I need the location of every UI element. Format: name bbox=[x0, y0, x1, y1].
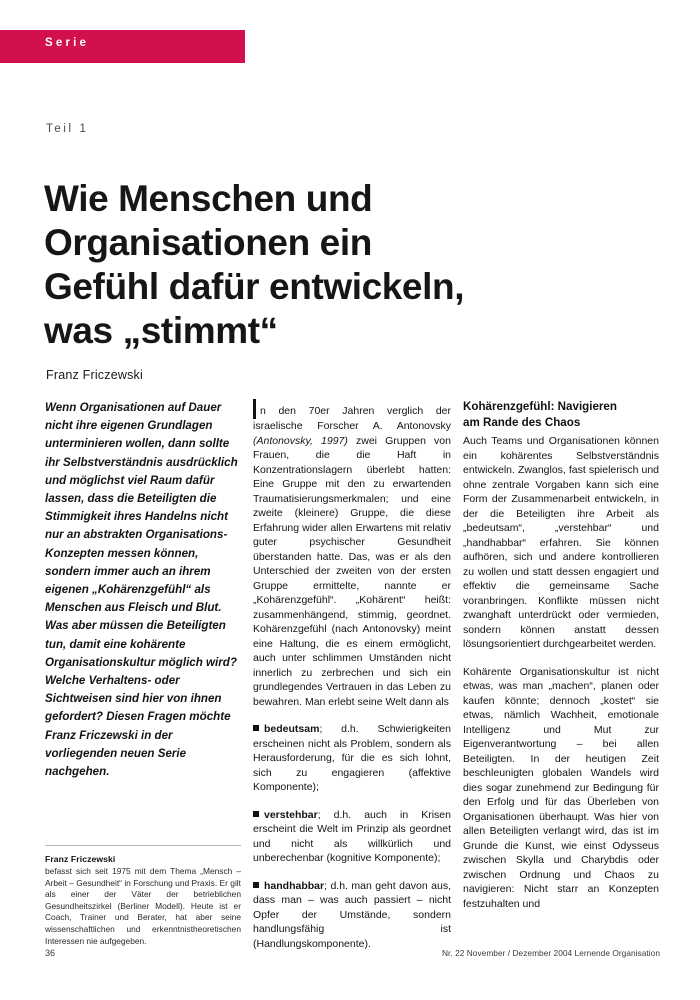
bullet-item bbox=[253, 879, 451, 952]
headline-line-3: Gefühl dafür entwickeln, bbox=[44, 265, 465, 307]
lede-paragraph-2: Was aber müssen die Beteiligten tun, damit eine kohärente Organisationskultur möglich wird? Welche Verhaltens- oder Sichtweisen sind hier von ihnen gefordert? Diesen Fragen möchte Franz Friczewski in der vorliegenden neuen Serie nachgehen. bbox=[45, 619, 237, 779]
section-heading-line-1: Kohärenzgefühl: Navigieren bbox=[463, 400, 617, 413]
drop-bar-icon bbox=[253, 399, 256, 419]
bio-author-description: befasst sich seit 1975 mit dem Thema „Mensch – Arbeit – Gesundheit“ in Forschung und Praxis. Er gilt als einer der Väter der betrieblichen Gesundheitszirkel (Berliner Modell). Heute ist er Coach, Trainer und Berater, hat aber seine wissenschaftlichen und erkenntnistheoretischen Interessen nie aufgegeben. bbox=[45, 866, 241, 946]
square-bullet-icon bbox=[253, 882, 259, 888]
bullet-item bbox=[253, 808, 451, 866]
lede-text bbox=[45, 399, 241, 781]
series-banner bbox=[0, 30, 245, 63]
square-bullet-icon bbox=[253, 725, 259, 731]
footer-page-number: 36 bbox=[45, 948, 56, 958]
headline-line-4: was „stimmt“ bbox=[44, 309, 278, 351]
column-body-main bbox=[253, 399, 451, 951]
bio-author-name: Franz Friczewski bbox=[45, 854, 116, 864]
bullet-term: verstehbar bbox=[264, 808, 318, 821]
section-heading bbox=[463, 399, 659, 430]
square-bullet-icon bbox=[253, 811, 259, 817]
page-title bbox=[44, 177, 514, 353]
part-kicker: Teil 1 bbox=[46, 123, 89, 135]
column-lede bbox=[45, 399, 241, 781]
headline-line-1: Wie Menschen und bbox=[44, 177, 373, 219]
headline-line-2: Organisationen ein bbox=[44, 221, 372, 263]
body-text-column-3 bbox=[463, 434, 659, 911]
bullet-text: ; d.h. Schwierigkeiten erscheinen nicht als Problem, sondern als Herausforderung, für die es sich lohnt, sich zu engagieren (affektive Komponente); bbox=[253, 723, 451, 793]
body-paragraph-rest: zwei Gruppen von Frauen, die die Haft in Konzentrationslagern überlebt hatten: Eine Gruppe mit den zu erwartenden Traumatisierungsmerkmalen; und eine zweite (kleinere) Gruppe, die diese Erfahrung wider allen Erwartens mit relativ guter psychischer Gesundheit überstanden hatte. Das, was er als den Unterschied der zweiten von der ersten Gruppe ermittelte, nannte er „Kohärenzgefühl“. „Kohärent“ heißt: zusammenhängend, stimmig, geordnet. Kohärenzgefühl (nach Antonovsky) meint eine Haltung, die es einem ermöglicht, auch unter schlimmen Umständen nicht innerlich zu zerbrechen und sich ein grundlegendes Vertrauen in das Leben zu bewahren. Man erlebt seine Welt dann als bbox=[253, 434, 451, 708]
body-text-column-2 bbox=[253, 399, 451, 951]
author-byline: Franz Friczewski bbox=[46, 368, 143, 382]
series-banner-label: Serie bbox=[45, 37, 90, 49]
body-paragraph-lead: n den 70er Jahren verglich der israelische Forscher A. Antonovsky bbox=[253, 405, 451, 432]
bullet-text: ; d.h. auch in Krisen erscheint die Welt im Prinzip als geordnet und nicht als willkürlich und unberechenbar (kognitive Komponente); bbox=[253, 808, 451, 864]
author-bio-box bbox=[45, 845, 241, 947]
footer-issue-info: Nr. 22 November / Dezember 2004 Lernende Organisation bbox=[441, 948, 660, 958]
column-body-secondary bbox=[463, 399, 659, 911]
bullet-term: handhabbar bbox=[264, 879, 325, 892]
bullet-text: ; d.h. man geht davon aus, dass man – was auch passiert – nicht Opfer der Umstände, sondern handlungsfähig ist (Handlungskomponente). bbox=[253, 879, 451, 950]
column3-paragraph-1: Auch Teams und Organisationen können ein kohärentes Selbstverständnis entwickeln. Zwanglos, fast spielerisch und ohne zentrale Vorgaben kann sich eine Form der Zusammenarbeit entwickeln, in der die Beteiligten ihre Arbeit als „bedeutsam“, „verstehbar“ und „handhabbar“ erfahren. Sie können aufhören, sich und andere kontrollieren zu wollen und statt dessen engagiert und effektiv die gemeinsame Sache voranbringen. Konflikte müssen nicht zwanghaft unterdrückt oder vermieden, sondern können anstatt dessen lösungsorientiert durchgearbeitet werden. bbox=[463, 435, 659, 650]
bio-divider bbox=[45, 845, 241, 846]
body-paragraph-intro bbox=[253, 399, 451, 709]
body-citation: (Antonovsky, 1997) bbox=[253, 434, 348, 447]
bullet-item bbox=[253, 722, 451, 795]
section-heading-line-2: am Rande des Chaos bbox=[463, 415, 581, 429]
column3-paragraph-2: Kohärente Organisationskultur ist nicht etwas, was man „machen“, planen oder kaufen könnte; dennoch „kostet“ sie etwas, nämlich Wachheit, emotionale Intelligenz und Mut zur Eigenverantwortung – bei allen Beteiligten. In der heutigen Zeit beschleunigten globalen Wandels wird dies sogar zunehmend zur Bedingung für den Erfolg und für das Überleben von Organisationen überhaupt. Was hier von allen Beteiligten verlangt wird, das ist im Grunde die Kunst, wie einst Odysseus zwischen Skylla und Charybdis oder zwischen Ordnung und Chaos zu navigieren: Nicht starr an Konzepten festzuhalten und bbox=[463, 665, 659, 910]
lede-paragraph-1: Wenn Organisationen auf Dauer nicht ihre eigenen Grundlagen unterminieren wollen, dann sollte ihr Selbstverständnis ausdrücklich und möglichst viel Raum dafür lassen, dass die Beteiligten die Stimmigkeit ihres Handelns nicht nur an abstrakten Organisations-Konzepten messen können, sondern immer auch an ihrem eigenen „Kohärenzgefühl“ als Menschen aus Fleisch und Blut. bbox=[45, 401, 238, 615]
bullet-term: bedeutsam bbox=[264, 723, 320, 735]
